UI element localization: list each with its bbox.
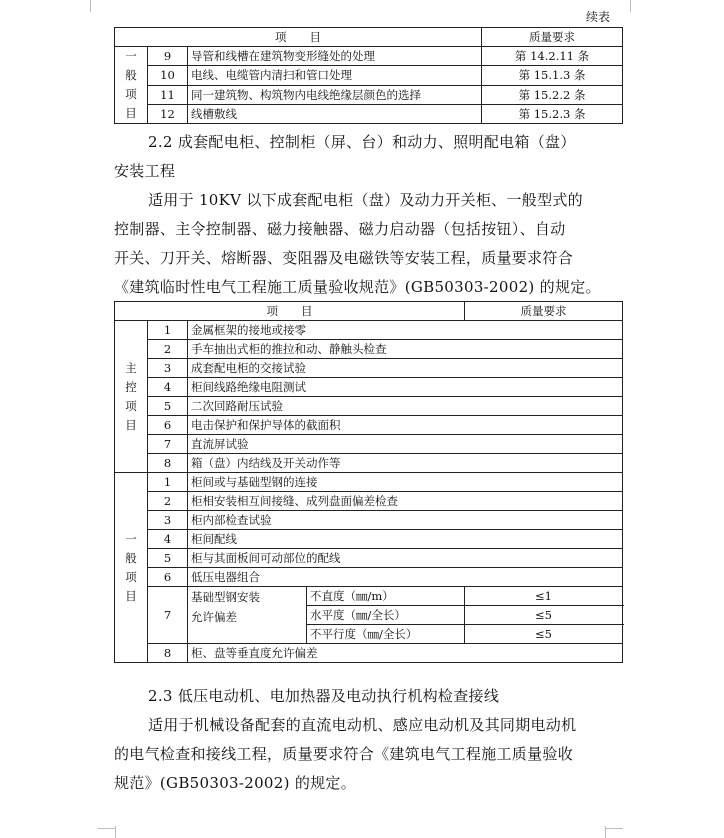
table-continued <box>114 27 623 124</box>
row-item: 箱（盘）内结线及开关动作等 <box>188 454 623 473</box>
sub-item: 不直度（㎜/m） <box>307 587 465 606</box>
crop-mark <box>98 828 116 829</box>
header-item: 项 目 <box>115 302 465 321</box>
header-requirement: 质量要求 <box>482 28 623 47</box>
row-requirement: ≤5 <box>465 625 623 644</box>
row-requirement: 第 15.2.2 条 <box>482 85 623 104</box>
row-number: 11 <box>148 85 188 104</box>
row-number: 8 <box>148 644 188 663</box>
row-item: 线槽敷线 <box>188 104 482 123</box>
row-number: 4 <box>148 530 188 549</box>
row-item: 电击保护和保护导体的截面积 <box>188 416 623 435</box>
crop-mark <box>90 0 91 12</box>
row-number: 7 <box>148 587 188 644</box>
row-item: 电线、电缆管内清扫和管口处理 <box>188 66 482 85</box>
header-item: 项 目 <box>115 28 482 47</box>
row-requirement: 第 14.2.11 条 <box>482 47 623 66</box>
row-number: 6 <box>148 416 188 435</box>
row-number: 3 <box>148 511 188 530</box>
row-requirement: ≤1 <box>465 587 623 606</box>
section-heading-continued: 安装工程 <box>114 162 176 180</box>
row-number: 1 <box>148 321 188 340</box>
group-label-general: 一 般 项 目 <box>115 473 148 663</box>
row-number: 5 <box>148 549 188 568</box>
row-item: 成套配电柜的交接试验 <box>188 359 623 378</box>
row-number: 6 <box>148 568 188 587</box>
row-requirement: ≤5 <box>465 606 623 625</box>
body-text: 开关、刀开关、熔断器、变阻器及电磁铁等安装工程，质量要求符合 <box>114 249 574 267</box>
row-item: 导管和线槽在建筑物变形缝处的处理 <box>188 47 482 66</box>
row-number: 4 <box>148 378 188 397</box>
body-text: 《建筑临时性电气工程施工质量验收规范》(GB50303-2002) 的规定。 <box>114 278 601 296</box>
body-text: 控制器、主令控制器、磁力接触器、磁力启动器（包括按钮）、自动 <box>114 220 566 238</box>
row-item-base-steel: 基础型钢安装 允许偏差 <box>188 587 307 644</box>
row-number: 5 <box>148 397 188 416</box>
crop-mark <box>630 0 631 12</box>
row-item: 手车抽出式柜的推拉和动、静触头检查 <box>188 340 623 359</box>
row-number: 8 <box>148 454 188 473</box>
row-item: 柜间或与基础型钢的连接 <box>188 473 623 492</box>
row-item: 柜内部检查试验 <box>188 511 623 530</box>
row-number: 3 <box>148 359 188 378</box>
continued-label: 续表 <box>586 10 611 24</box>
row-item: 柜相安装相互间接缝、成列盘面偏差检查 <box>188 492 623 511</box>
header-requirement: 质量要求 <box>465 302 623 321</box>
row-item: 二次回路耐压试验 <box>188 397 623 416</box>
row-item: 金属框架的接地或接零 <box>188 321 623 340</box>
section-heading: 2.2 成套配电柜、控制柜（屏、台）和动力、照明配电箱（盘） <box>148 133 576 151</box>
row-number: 2 <box>148 492 188 511</box>
row-requirement: 第 15.2.3 条 <box>482 104 623 123</box>
sub-item: 水平度（㎜/全长） <box>307 606 465 625</box>
row-number: 7 <box>148 435 188 454</box>
row-item: 柜间线路绝缘电阻测试 <box>188 378 623 397</box>
row-number: 9 <box>148 47 188 66</box>
body-text: 规范》(GB50303-2002) 的规定。 <box>114 774 357 792</box>
body-text: 的电气检查和接线工程，质量要求符合《建筑电气工程施工质量验收 <box>114 745 574 763</box>
crop-mark <box>605 828 623 829</box>
row-item: 柜与其面板间可动部位的配线 <box>188 549 623 568</box>
sub-item: 不平行度（㎜/全长） <box>307 625 465 644</box>
section-heading: 2.3 低压电动机、电加热器及电动执行机构检查接线 <box>148 687 500 705</box>
table-switchgear <box>114 301 623 663</box>
row-number: 1 <box>148 473 188 492</box>
group-label-main-control: 主 控 项 目 <box>115 321 148 473</box>
body-text: 适用于机械设备配套的直流电动机、感应电动机及其同期电动机 <box>148 716 577 734</box>
row-number: 12 <box>148 104 188 123</box>
group-label-general: 一 般 项 目 <box>115 47 148 124</box>
row-number: 2 <box>148 340 188 359</box>
row-item: 同一建筑物、构筑物内电线绝缘层颜色的选择 <box>188 85 482 104</box>
row-item: 柜间配线 <box>188 530 623 549</box>
row-number: 10 <box>148 66 188 85</box>
body-text: 适用于 10KV 以下成套配电柜（盘）及动力开关柜、一般型式的 <box>148 191 583 209</box>
row-item: 低压电器组合 <box>188 568 623 587</box>
row-item: 柜、盘等垂直度允许偏差 <box>188 644 623 663</box>
row-item: 直流屏试验 <box>188 435 623 454</box>
row-requirement: 第 15.1.3 条 <box>482 66 623 85</box>
